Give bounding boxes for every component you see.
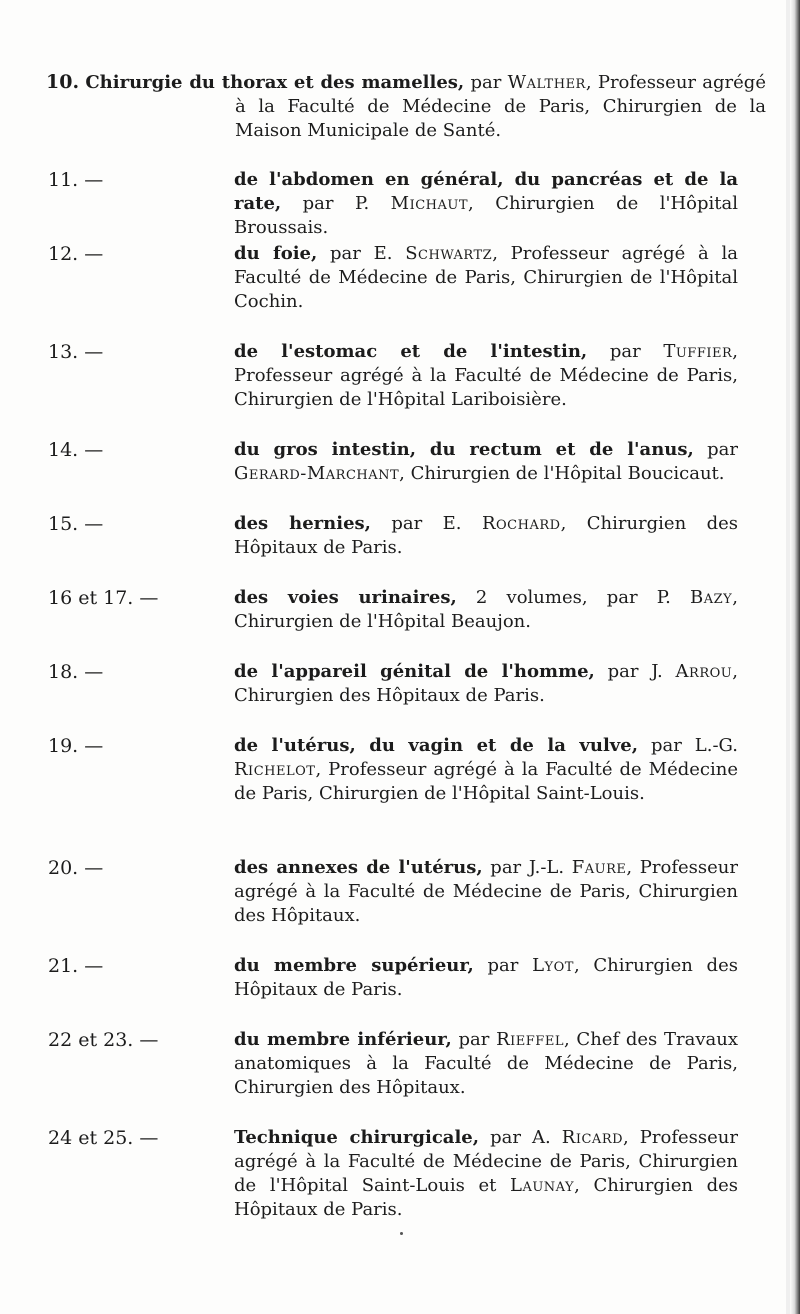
entry-details: , Professeur agrégé à la Faculté de Médecine de Paris, Chirurgien de l'Hôpital Saint-Louis et	[234, 1127, 739, 1196]
entry-details: , Professeur agrégé à la Faculté de Médecine de Paris, Chirurgien de l'Hôpital Cochin.	[234, 243, 738, 312]
entry-number: 18. —	[48, 661, 104, 683]
list-entry-15	[48, 512, 738, 560]
entry-author: Rieffel	[496, 1029, 564, 1050]
entry-title: de l'utérus, du vagin et de la vulve,	[234, 735, 638, 756]
list-entry-11	[48, 168, 738, 240]
entry-author: Walther	[507, 72, 586, 93]
entry-number: 19. —	[48, 735, 104, 757]
entry-prefix: 2 volumes, par P.	[456, 587, 691, 608]
list-entry-20	[48, 856, 738, 928]
entry-details-2: , Chirurgien des Hôpitaux de Paris.	[234, 1175, 738, 1220]
entry-prefix: par	[693, 439, 738, 460]
entry-prefix: par J.-L.	[482, 857, 572, 878]
entry-title: des voies urinaires,	[234, 587, 457, 608]
entry-author: Arrou	[675, 661, 733, 682]
entry-number: 20. —	[48, 857, 104, 879]
list-entry-21	[48, 954, 738, 1002]
entry-prefix: par	[473, 955, 533, 976]
entry-author: Gerard-Marchant	[234, 463, 400, 484]
entry-prefix: par	[464, 72, 508, 93]
entry-prefix: par E.	[317, 243, 406, 264]
entry-number: 16 et 17. —	[48, 587, 159, 609]
entry-details: , Chef des Travaux anatomiques à la Faculté de Médecine de Paris, Chirurgien des Hôpitaux.	[234, 1029, 738, 1098]
entry-author: Michaut	[390, 193, 469, 214]
entry-title: du foie,	[234, 243, 318, 264]
entry-title: des annexes de l'utérus,	[234, 857, 483, 878]
entry-prefix: par A.	[479, 1127, 562, 1148]
entry-number: 15. —	[48, 513, 104, 535]
entry-prefix: par E.	[370, 513, 482, 534]
entry-title: de l'appareil génital de l'homme,	[234, 661, 595, 682]
entry-title: du membre inférieur,	[234, 1029, 452, 1050]
entry-details: , Chirurgien des Hôpitaux de Paris.	[234, 955, 738, 1000]
entry-details: , Chirurgien de l'Hôpital Broussais.	[234, 193, 739, 238]
entry-author: Rochard	[481, 513, 561, 534]
list-entry-24-25	[48, 1126, 738, 1222]
entry-details: , Chirurgien de l'Hôpital Beaujon.	[234, 587, 738, 632]
entry-author: Ricard	[561, 1127, 624, 1148]
list-entry-18	[48, 660, 738, 708]
list-entry-19	[48, 734, 738, 806]
entry-prefix: par P.	[281, 193, 391, 214]
entry-author: Schwartz	[405, 243, 493, 264]
entry-prefix: par J.	[594, 661, 676, 682]
entry-details: , Chirurgien de l'Hôpital Boucicaut.	[399, 463, 725, 484]
entry-author: Richelot	[234, 759, 316, 780]
entry-coauthor: Launay	[510, 1175, 575, 1196]
entry-author: Faure	[571, 857, 627, 878]
list-entry-10	[46, 70, 766, 143]
entry-details: , Professeur agrégé à la Faculté de Médecine de Paris, Chirurgien des Hôpitaux.	[234, 857, 738, 926]
entry-details: , Professeur agrégé à la Faculté de Médecine de Paris, Chirurgien de la Maison Municipale de Santé.	[235, 72, 766, 141]
entry-prefix: par	[587, 341, 664, 362]
entry-number: 14. —	[48, 439, 104, 461]
entry-prefix: par L.-G.	[637, 735, 738, 756]
entry-author: Lyot	[532, 955, 574, 976]
entry-number: 13. —	[48, 341, 104, 363]
entry-title: de l'abdomen en général, du pancréas et de la rate,	[234, 169, 738, 214]
entry-title: Chirurgie du thorax et des mamelles,	[85, 72, 465, 93]
entry-details: , Chirurgien des Hôpitaux de Paris.	[234, 513, 738, 558]
list-entry-13	[48, 340, 738, 412]
entry-number: 22 et 23. —	[48, 1029, 159, 1051]
list-entry-16-17	[48, 586, 738, 634]
entry-title: Technique chirurgicale,	[234, 1127, 480, 1148]
page-edge	[790, 0, 800, 1314]
entry-number: 10.	[46, 71, 80, 93]
entry-title: du membre supérieur,	[234, 955, 474, 976]
entry-title: de l'estomac et de l'intestin,	[234, 341, 588, 362]
entry-author: Tuffier	[663, 341, 733, 362]
entry-details: , Professeur agrégé à la Faculté de Médecine de Paris, Chirurgien de l'Hôpital Lariboisière.	[234, 341, 738, 410]
entry-title: des hernies,	[234, 513, 371, 534]
entry-author: Bazy	[690, 587, 733, 608]
entry-prefix: par	[451, 1029, 497, 1050]
list-entry-14	[48, 438, 738, 486]
entry-details: , Professeur agrégé à la Faculté de Médecine de Paris, Chirurgien de l'Hôpital Saint-Louis.	[234, 759, 738, 804]
entry-number: 24 et 25. —	[48, 1127, 159, 1149]
entry-number: 12. —	[48, 243, 104, 265]
list-entry-12	[48, 242, 738, 314]
entry-details: , Chirurgien des Hôpitaux de Paris.	[234, 661, 738, 706]
speck	[400, 1232, 403, 1235]
entry-number: 21. —	[48, 955, 104, 977]
entry-title: du gros intestin, du rectum et de l'anus,	[234, 439, 694, 460]
entry-number: 11. —	[48, 169, 104, 191]
list-entry-22-23	[48, 1028, 738, 1100]
